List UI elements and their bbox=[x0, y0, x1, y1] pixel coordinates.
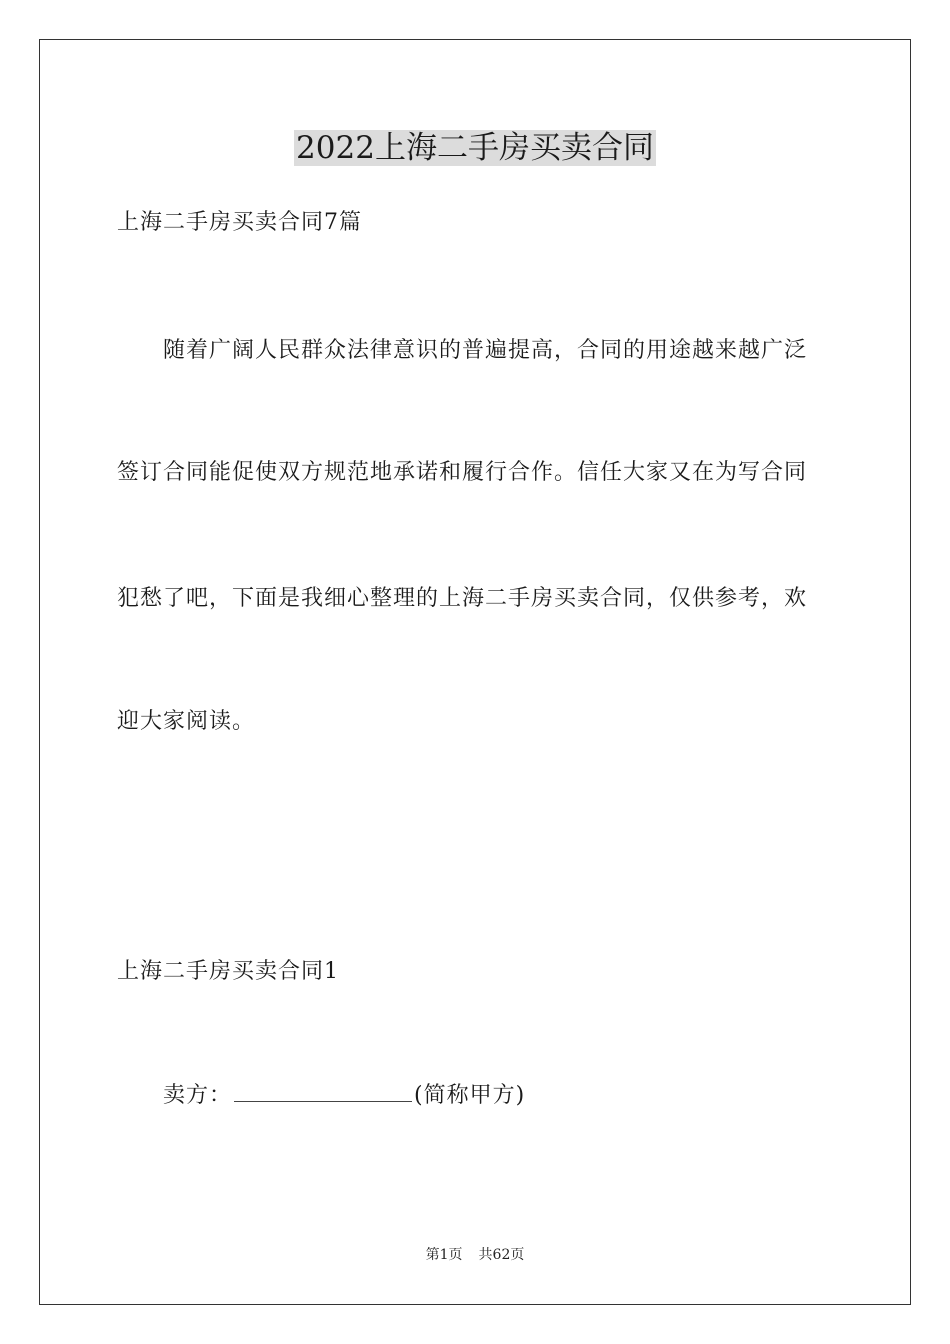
seller-suffix: (简称甲方) bbox=[414, 1083, 526, 1108]
intro-line-2: 签订合同能促使双方规范地承诺和履行合作。信任大家又在为写合同 bbox=[117, 460, 808, 485]
seller-label: 卖方： bbox=[163, 1083, 233, 1108]
document-subtitle: 上海二手房买卖合同7篇 bbox=[117, 210, 362, 235]
page-footer bbox=[0, 1245, 950, 1265]
title-text: 2022上海二手房买卖合同 bbox=[296, 130, 654, 166]
section-heading: 上海二手房买卖合同1 bbox=[117, 959, 339, 984]
intro-line-3: 犯愁了吧，下面是我细心整理的上海二手房买卖合同，仅供参考，欢 bbox=[117, 586, 808, 611]
intro-line-4: 迎大家阅读。 bbox=[117, 709, 256, 734]
seller-name-blank bbox=[234, 1081, 412, 1102]
seller-line bbox=[163, 1081, 525, 1111]
total-pages: 共62页 bbox=[478, 1247, 525, 1263]
document-title bbox=[0, 128, 950, 168]
page-number: 第1页 bbox=[425, 1247, 463, 1263]
intro-line-1: 随着广阔人民群众法律意识的普遍提高，合同的用途越来越广泛 bbox=[163, 338, 808, 363]
